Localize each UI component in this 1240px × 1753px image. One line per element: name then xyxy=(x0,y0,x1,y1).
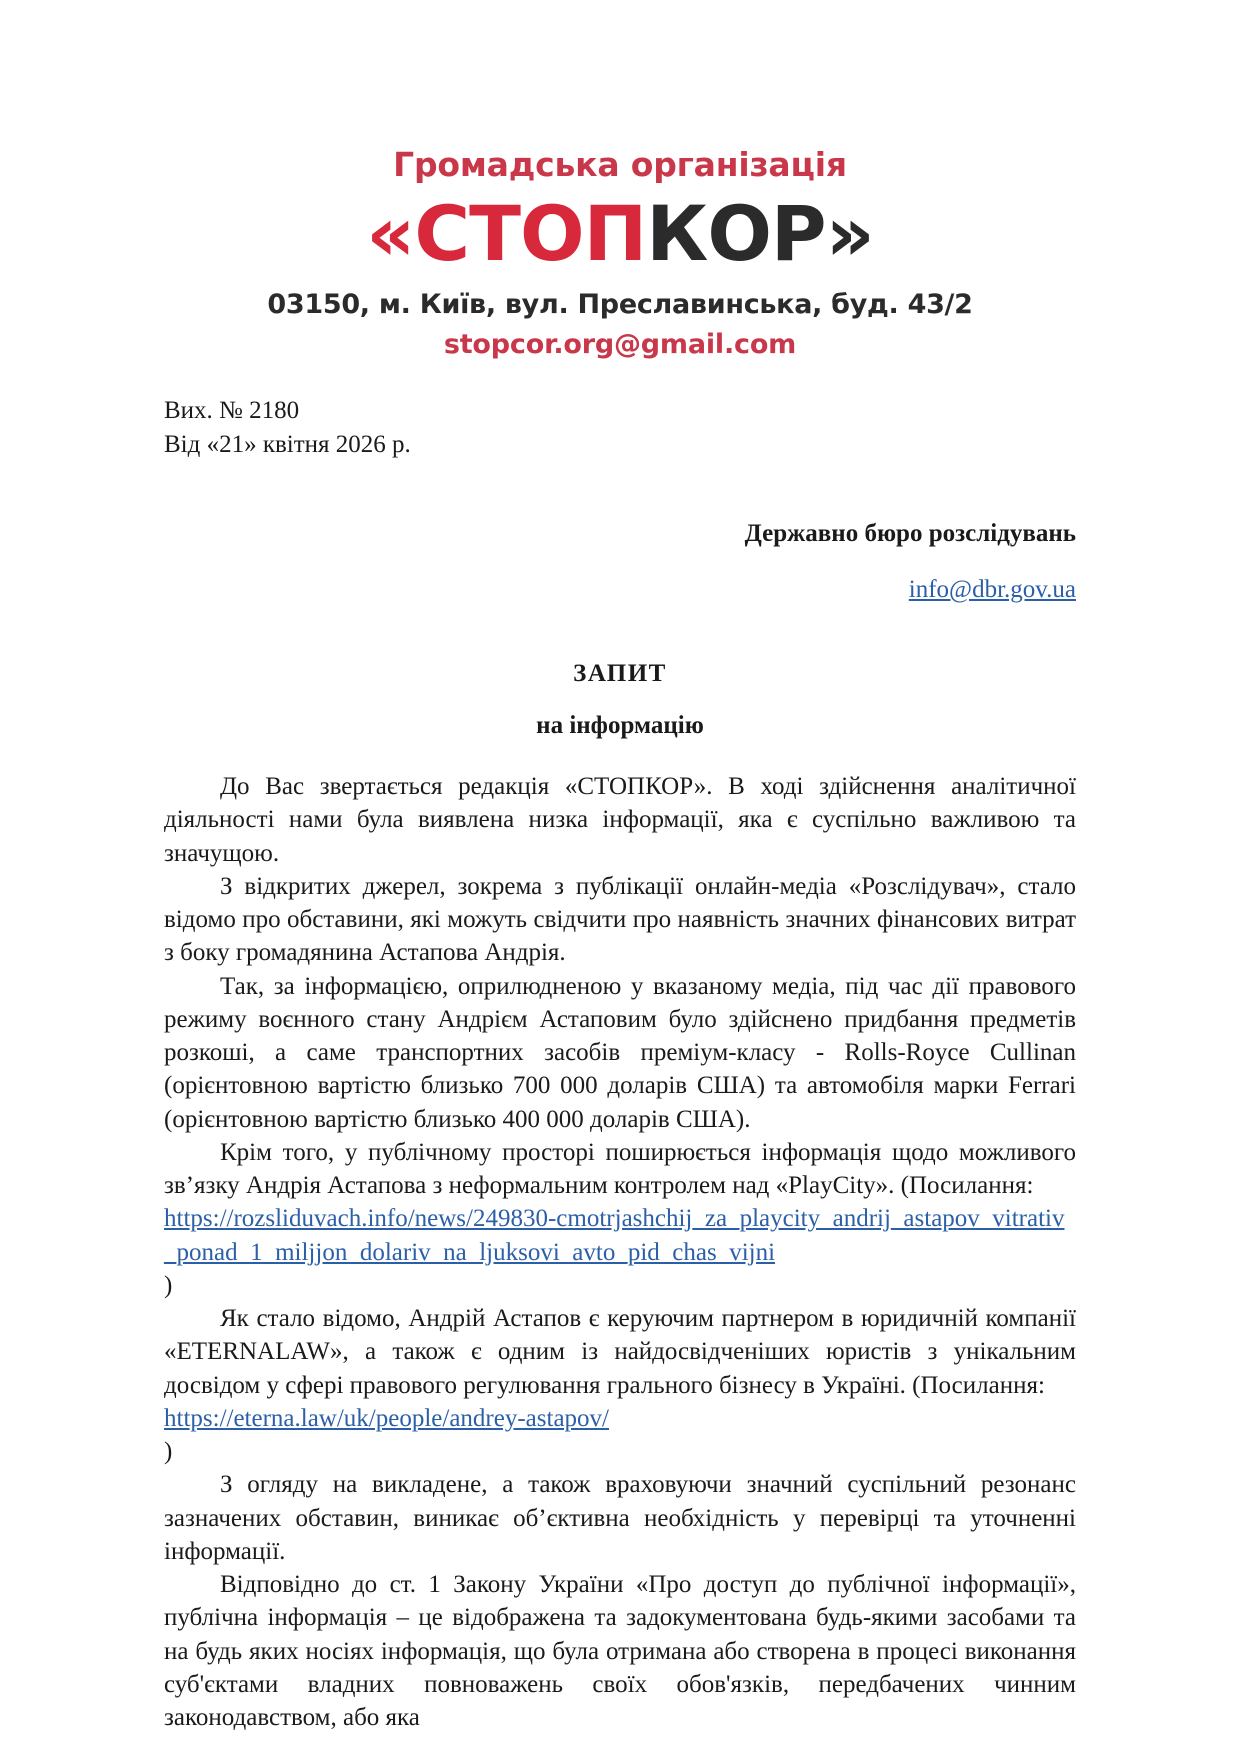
document-content xyxy=(164,360,1076,1735)
eternalaw-profile-link[interactable]: https://eterna.law/uk/people/andrey-astapov/ xyxy=(164,1404,609,1432)
paragraph-6: З огляду на викладене, а також враховуючи значний суспільний резонанс зазначених обставин, виникає об’єктивна необхідність у перевірці та уточненні інформації. xyxy=(164,1471,1076,1565)
paragraph-5-close: ) xyxy=(164,1438,173,1466)
paragraph-5 xyxy=(164,1302,1076,1468)
organization-email: stopcor.org@gmail.com xyxy=(443,328,797,360)
organization-address: 03150, м. Київ, вул. Преславинська, буд. 43/2 xyxy=(267,288,973,320)
logo-text-red: «СТОП xyxy=(366,189,647,278)
paragraph-1: До Вас звертається редакція «СТОПКОР». В ході здійснення аналітичної діяльності нами була виявлена низка інформації, яка є суспільно важливою та значущою. xyxy=(164,773,1076,867)
paragraph-4-text: Крім того, у публічному просторі поширюється інформація щодо можливого зв’язку Андрія Астапова з неформальним контролем над «PlayCity». (Посилання: xyxy=(164,1138,1076,1200)
reference-block xyxy=(164,394,1076,463)
paragraph-5-text: Як стало відомо, Андрій Астапов є керуючим партнером в юридичній компанії «ETERNALAW», а також є одним із найдосвідченіших юристів з унікальним досвідом у сфері правового регулювання грального бізнесу в Україні. (Посилання: xyxy=(164,1305,1076,1399)
logo-text-dark: КОР» xyxy=(646,189,874,278)
addressee-email-link[interactable]: info@dbr.gov.ua xyxy=(908,576,1076,604)
paragraph-7: Відповідно до ст. 1 Закону України «Про доступ до публічної інформації», публічна інформація – це відображена та задокументована будь-якими засобами та на будь яких носіях інформація, що була отримана або створена в процесі виконання суб'єктами владних повноважень своїх обов'язків, передбачених чинним законодавством, або яка xyxy=(164,1571,1076,1732)
outgoing-number: Вих. № 2180 xyxy=(164,396,300,424)
document-body xyxy=(164,770,1076,1734)
paragraph-3: Так, за інформацією, оприлюдненою у вказаному медіа, під час дії правового режиму воєнного стану Андрієм Астаповим було здійснено придбання предметів розкоші, а саме транспортних засобів преміум-класу - Rolls-Royce Cullinan (орієнтовною вартістю близько 700 000 доларів США) та автомобіля марки Ferrari (орієнтовною вартістю близько 400 000 доларів США). xyxy=(164,972,1076,1133)
organization-type-line: Громадська організація xyxy=(393,145,847,184)
paragraph-4 xyxy=(164,1136,1076,1302)
rozsliduvach-article-link[interactable]: https://rozsliduvach.info/news/249830-cmotrjashchij_za_playcity_andrij_astapov_vitrativ_ponad_1_miljjon_dolariv_na_ljuksovi_avto_pid_chas_vijni xyxy=(164,1205,1065,1266)
paragraph-2: З відкритих джерел, зокрема з публікації онлайн-медіа «Розслідувач», стало відомо про обставини, які можуть свідчити про наявність значних фінансових витрат з боку громадянина Астапова Андрія. xyxy=(164,872,1076,967)
document-title: ЗАПИТ xyxy=(573,660,667,688)
document-date: Від «21» квітня 2026 р. xyxy=(164,431,411,459)
addressee-block xyxy=(164,518,1076,605)
organization-logo-name xyxy=(0,189,1240,278)
addressee-name: Державно бюро розслідувань xyxy=(744,519,1076,547)
document-subtitle: на інформацію xyxy=(536,712,704,740)
letterhead xyxy=(0,0,1240,360)
paragraph-4-close: ) xyxy=(164,1271,173,1299)
